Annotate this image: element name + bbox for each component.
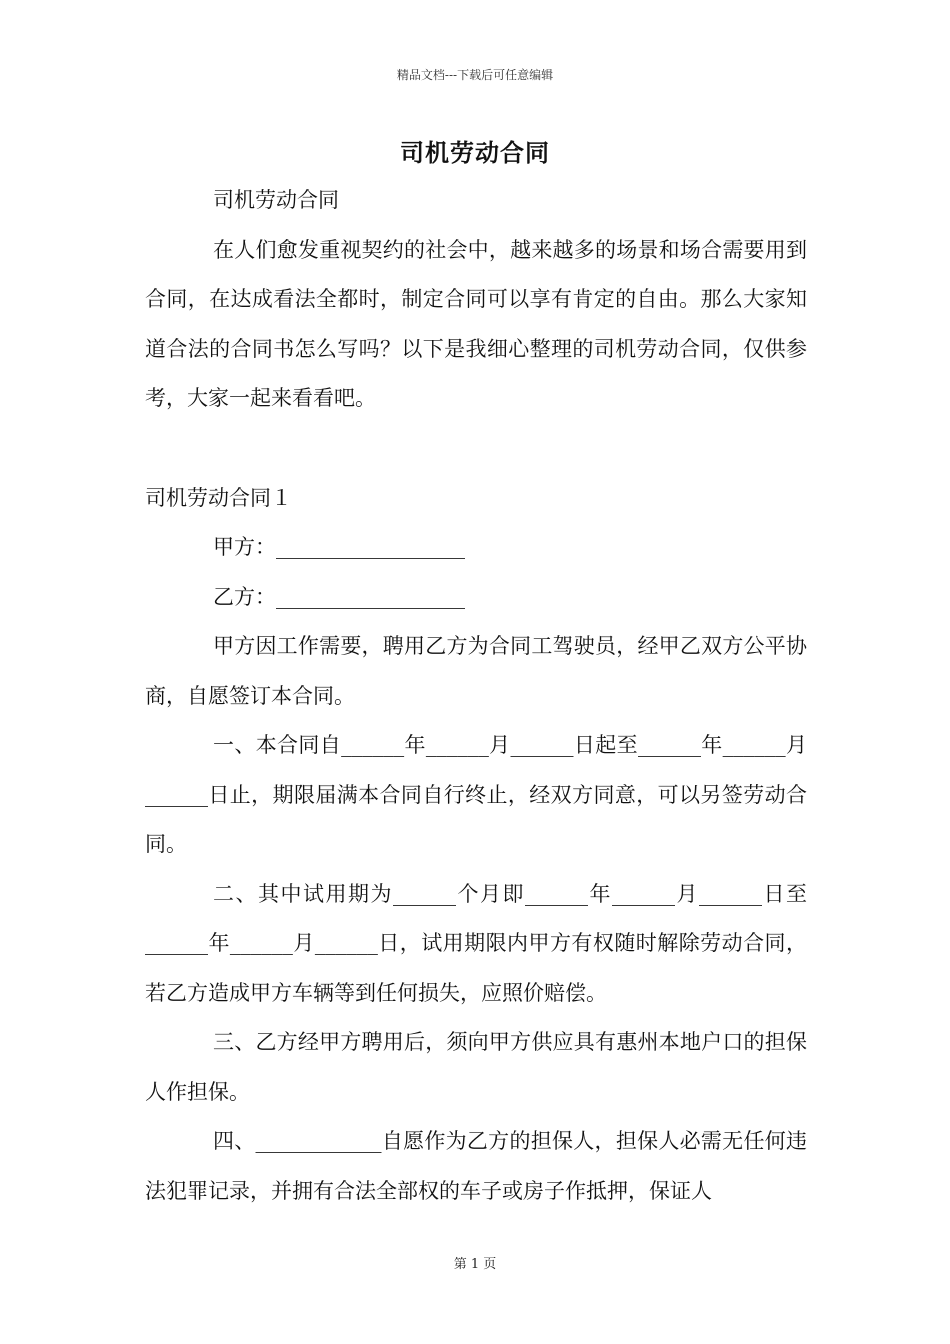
preamble-paragraph: 甲方因工作需要，聘用乙方为合同工驾驶员，经甲乙双方公平协商，自愿签订本合同。 — [145, 634, 807, 708]
clause-3: 三、乙方经甲方聘用后，须向甲方供应具有惠州本地户口的担保人作担保。 — [145, 1030, 807, 1104]
document-subtitle: 司机劳动合同 — [213, 188, 339, 212]
paragraph-gap — [145, 424, 807, 474]
clause-2: 二、其中试用期为______个月即______年______月______日至______年______月______日，试用期限内甲方有权随时解除劳动合同，若乙方造成甲方车辆等到任何损失，应照价赔偿。 — [145, 881, 807, 1005]
intro-paragraph: 在人们愈发重视契约的社会中，越来越多的场景和场合需要用到合同，在达成看法全都时，制定合同可以享有肯定的自由。那么大家知道合法的合同书怎么写吗？以下是我细心整理的司机劳动合同，仅供参考，大家一起来看看吧。 — [145, 237, 807, 410]
clause-1: 一、本合同自______年______月______日起至______年______月______日止，期限届满本合同自行终止，经双方同意，可以另签劳动合同。 — [145, 733, 807, 856]
page-header: 精品文档---下载后可任意编辑 — [396, 68, 554, 82]
page-number: 第 1 页 — [453, 1257, 497, 1272]
clause-4: 四、____________自愿作为乙方的担保人，担保人必需无任何违法犯罪记录，并拥有合法全部权的车子或房子作抵押，保证人 — [145, 1129, 807, 1203]
section-heading: 司机劳动合同１ — [145, 485, 292, 510]
document-title: 司机劳动合同 — [400, 138, 550, 167]
party-a-line: 甲方：__________________ — [213, 535, 465, 559]
document-body — [145, 176, 807, 1216]
party-b-line: 乙方：__________________ — [213, 584, 465, 609]
